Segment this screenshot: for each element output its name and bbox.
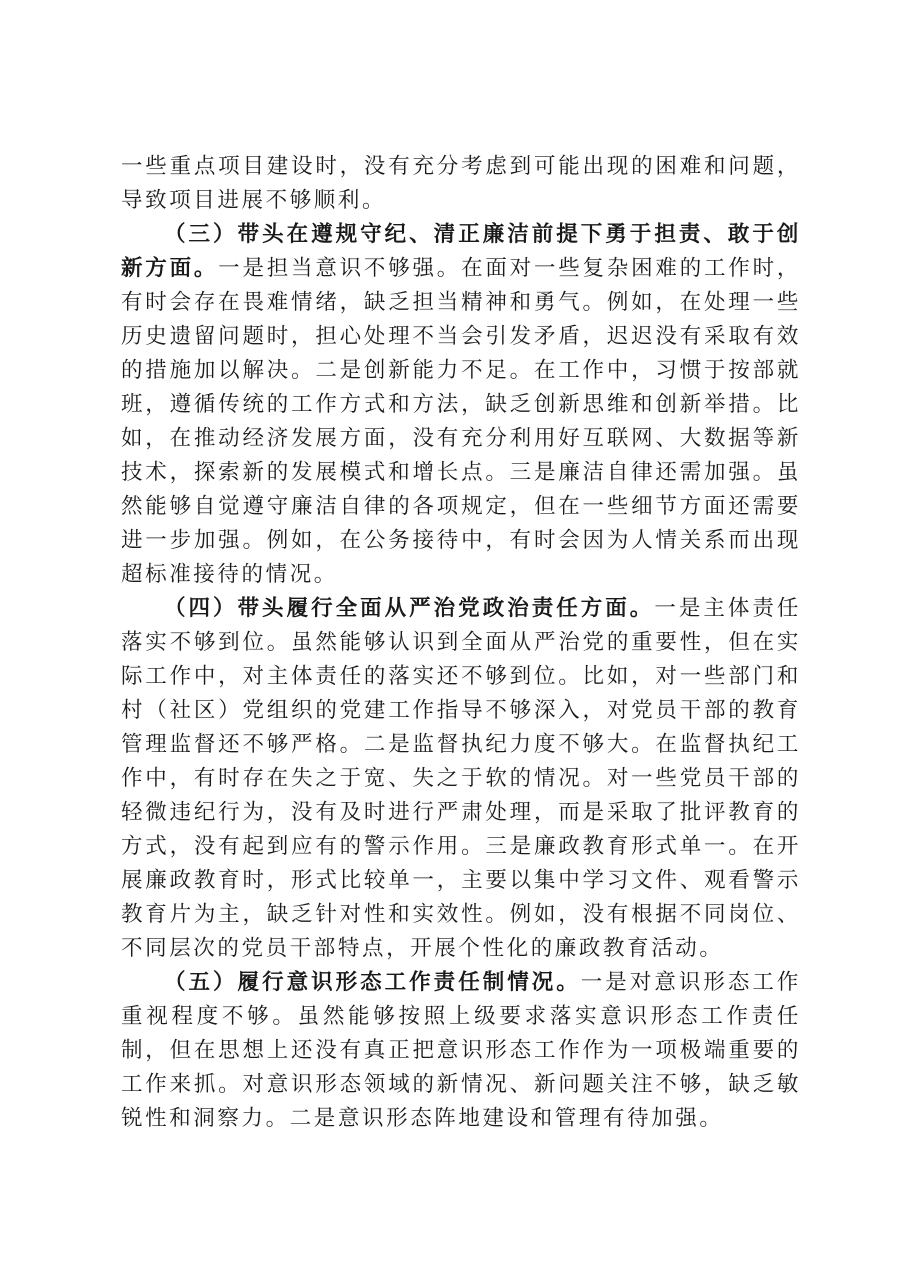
paragraph-text: 一些重点项目建设时，没有充分考虑到可能出现的困难和问题，导致项目进展不够顺利。 xyxy=(121,154,801,213)
paragraph-continuation xyxy=(121,150,801,218)
section-heading: （四）带头履行全面从严治党政治责任方面。 xyxy=(164,596,655,621)
section-heading: （五）履行意识形态工作责任制情况。 xyxy=(164,970,581,995)
paragraph-text: 一是担当意识不够强。在面对一些复杂困难的工作时，有时会存在畏难情绪，缺乏担当精神和勇气。例如，在处理一些历史遗留问题时，担心处理不当会引发矛盾，迟迟没有采取有效的措施加以解决。二是创新能力不足。在工作中，习惯于按部就班，遵循传统的工作方式和方法，缺乏创新思维和创新举措。比如，在推动经济发展方面，没有充分利用好互联网、大数据等新技术，探索新的发展模式和增长点。三是廉洁自律还需加强。虽然能够自觉遵守廉洁自律的各项规定，但在一些细节方面还需要进一步加强。例如，在公务接待中，有时会因为人情关系而出现超标准接待的情况。 xyxy=(121,256,801,587)
paragraph-section-3 xyxy=(121,218,801,592)
document-body xyxy=(121,150,801,1136)
section-heading: （三）带头在遵规守纪、清正廉洁前提下勇于担责、敢于创新方面。 xyxy=(121,222,801,281)
paragraph-text: 一是主体责任落实不够到位。虽然能够认识到全面从严治党的重要性，但在实际工作中，对主体责任的落实还不够到位。比如，对一些部门和村（社区）党组织的党建工作指导不够深入，对党员干部的教育管理监督还不够严格。二是监督执纪力度不够大。在监督执纪工作中，有时存在失之于宽、失之于软的情况。对一些党员干部的轻微违纪行为，没有及时进行严肃处理，而是采取了批评教育的方式，没有起到应有的警示作用。三是廉政教育形式单一。在开展廉政教育时，形式比较单一，主要以集中学习文件、观看警示教育片为主，缺乏针对性和实效性。例如，没有根据不同岗位、不同层次的党员干部特点，开展个性化的廉政教育活动。 xyxy=(121,596,801,961)
paragraph-text: 一是对意识形态工作重视程度不够。虽然能够按照上级要求落实意识形态工作责任制，但在思想上还没有真正把意识形态工作作为一项极端重要的工作来抓。对意识形态领域的新情况、新问题关注不够，缺乏敏锐性和洞察力。二是意识形态阵地建设和管理有待加强。 xyxy=(121,970,802,1131)
paragraph-section-5 xyxy=(121,966,801,1136)
paragraph-section-4 xyxy=(121,592,801,966)
